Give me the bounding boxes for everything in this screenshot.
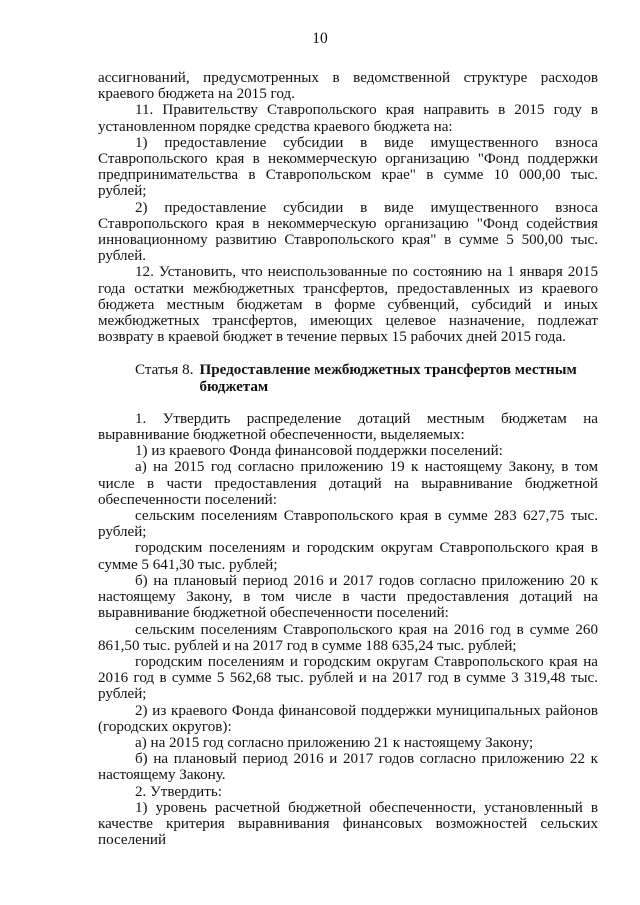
article-heading xyxy=(98,362,598,394)
paragraph: 11. Правительству Ставропольского края направить в 2015 году в установленном порядке средства краевого бюджета на: xyxy=(98,102,598,135)
paragraph: а) на 2015 год согласно приложению 21 к настоящему Закону; xyxy=(135,734,534,751)
paragraph: сельским поселениям Ставропольского края в сумме 283 627,75 тыс. рублей; xyxy=(98,508,598,541)
paragraph: сельским поселениям Ставропольского края на 2016 год в сумме 260 861,50 тыс. рублей и на 2017 год в сумме 188 635,24 тыс. рублей; xyxy=(98,621,598,654)
paragraph: 2. Утвердить: xyxy=(135,783,222,800)
paragraph: 1) из краевого Фонда финансовой поддержки поселений: xyxy=(135,443,503,460)
paragraph: ассигнований, предусмотренных в ведомственной структуре расходов краевого бюджета на 2015 год. xyxy=(98,70,598,103)
paragraph: 1) предоставление субсидии в виде имущественного взноса Ставропольского края в некоммерческую организацию "Фонд поддержки предпринимательства в Ставропольском крае" в сумме 10 000,00 тыс. рублей; xyxy=(98,134,598,200)
document-body xyxy=(98,70,598,848)
paragraph: городским поселениям и городским округам Ставропольского края на 2016 год в сумме 5 562,68 тыс. рублей и на 2017 год в сумме 3 319,48 тыс. рублей; xyxy=(98,653,598,703)
paragraph: 2) предоставление субсидии в виде имущественного взноса Ставропольского края в некоммерческую организацию "Фонд содействия инновационному развитию Ставропольского края" в сумме 5 500,00 тыс. рублей. xyxy=(98,199,598,265)
article-title: Предоставление межбюджетных трансфертов местным бюджетам xyxy=(199,362,577,395)
paragraph: а) на 2015 год согласно приложению 19 к настоящему Закону, в том числе в части предоставления дотаций на выравнивание бюджетной обеспеченности поселений: xyxy=(98,459,598,508)
paragraph: городским поселениям и городским округам Ставропольского края в сумме 5 641,30 тыс. рублей; xyxy=(98,540,598,573)
paragraph: 2) из краевого Фонда финансовой поддержки муниципальных районов (городских округов): xyxy=(98,702,598,735)
article-number: Статья 8. xyxy=(135,362,194,379)
paragraph: б) на плановый период 2016 и 2017 годов согласно приложению 20 к настоящему Закону, в том числе в части предоставления дотаций на выравнивание бюджетной обеспеченности поселений: xyxy=(98,572,598,622)
paragraph: б) на плановый период 2016 и 2017 годов согласно приложению 22 к настоящему Закону. xyxy=(98,751,598,784)
paragraph: 1. Утвердить распределение дотаций местным бюджетам на выравнивание бюджетной обеспеченности, выделяемых: xyxy=(98,410,598,444)
paragraph: 1) уровень расчетной бюджетной обеспеченности, установленный в качестве критерия выравнивания финансовых возможностей сельских поселений xyxy=(98,799,598,849)
page-number: 10 xyxy=(312,30,328,47)
paragraph: 12. Установить, что неиспользованные по состоянию на 1 января 2015 года остатки межбюджетных трансфертов, предоставленных из краевого бюджета местным бюджетам в форме субвенций, субсидий и иных межбюджетных трансфертов, имеющих целевое назначение, подлежат возврату в краевой бюджет в течение первых 15 рабочих дней 2015 года. xyxy=(98,264,598,346)
